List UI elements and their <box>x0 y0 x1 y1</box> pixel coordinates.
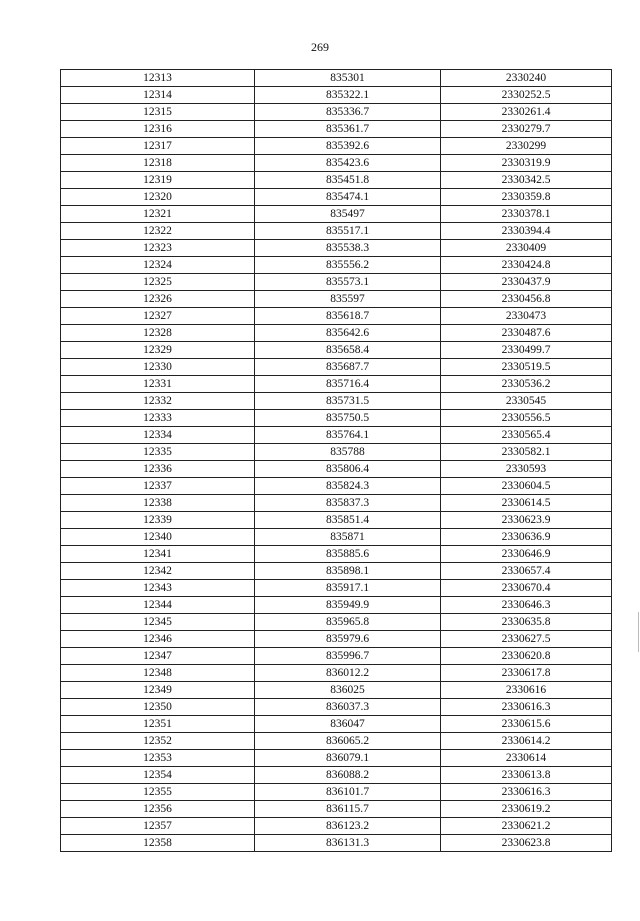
y-coordinate-cell: 2330342.5 <box>441 172 612 189</box>
point-number-cell: 12355 <box>61 784 255 801</box>
coordinates-table <box>60 69 612 852</box>
table-row <box>61 410 612 427</box>
x-coordinate-cell: 835949.9 <box>255 597 441 614</box>
x-coordinate-cell: 835898.1 <box>255 563 441 580</box>
table-row <box>61 546 612 563</box>
table-row <box>61 478 612 495</box>
x-coordinate-cell: 835806.4 <box>255 461 441 478</box>
table-row <box>61 767 612 784</box>
y-coordinate-cell: 2330617.8 <box>441 665 612 682</box>
x-coordinate-cell: 835322.1 <box>255 87 441 104</box>
point-number-cell: 12330 <box>61 359 255 376</box>
y-coordinate-cell: 2330487.6 <box>441 325 612 342</box>
x-coordinate-cell: 835788 <box>255 444 441 461</box>
x-coordinate-cell: 836025 <box>255 682 441 699</box>
table-row <box>61 461 612 478</box>
x-coordinate-cell: 836047 <box>255 716 441 733</box>
y-coordinate-cell: 2330582.1 <box>441 444 612 461</box>
point-number-cell: 12343 <box>61 580 255 597</box>
table-row <box>61 308 612 325</box>
point-number-cell: 12325 <box>61 274 255 291</box>
scan-edge-mark <box>638 612 639 652</box>
x-coordinate-cell: 835597 <box>255 291 441 308</box>
x-coordinate-cell: 835618.7 <box>255 308 441 325</box>
point-number-cell: 12341 <box>61 546 255 563</box>
x-coordinate-cell: 836037.3 <box>255 699 441 716</box>
table-row <box>61 172 612 189</box>
table-row <box>61 257 612 274</box>
x-coordinate-cell: 836065.2 <box>255 733 441 750</box>
x-coordinate-cell: 835965.8 <box>255 614 441 631</box>
y-coordinate-cell: 2330536.2 <box>441 376 612 393</box>
y-coordinate-cell: 2330279.7 <box>441 121 612 138</box>
x-coordinate-cell: 835996.7 <box>255 648 441 665</box>
x-coordinate-cell: 835687.7 <box>255 359 441 376</box>
x-coordinate-cell: 835642.6 <box>255 325 441 342</box>
point-number-cell: 12320 <box>61 189 255 206</box>
point-number-cell: 12326 <box>61 291 255 308</box>
y-coordinate-cell: 2330556.5 <box>441 410 612 427</box>
x-coordinate-cell: 835538.3 <box>255 240 441 257</box>
y-coordinate-cell: 2330670.4 <box>441 580 612 597</box>
table-row <box>61 87 612 104</box>
x-coordinate-cell: 836101.7 <box>255 784 441 801</box>
x-coordinate-cell: 836123.2 <box>255 818 441 835</box>
table-row <box>61 427 612 444</box>
point-number-cell: 12327 <box>61 308 255 325</box>
table-row <box>61 291 612 308</box>
point-number-cell: 12316 <box>61 121 255 138</box>
x-coordinate-cell: 836115.7 <box>255 801 441 818</box>
y-coordinate-cell: 2330299 <box>441 138 612 155</box>
x-coordinate-cell: 836012.2 <box>255 665 441 682</box>
point-number-cell: 12331 <box>61 376 255 393</box>
table-row <box>61 835 612 852</box>
x-coordinate-cell: 835556.2 <box>255 257 441 274</box>
y-coordinate-cell: 2330627.5 <box>441 631 612 648</box>
table-row <box>61 155 612 172</box>
y-coordinate-cell: 2330261.4 <box>441 104 612 121</box>
table-row <box>61 631 612 648</box>
point-number-cell: 12336 <box>61 461 255 478</box>
x-coordinate-cell: 835824.3 <box>255 478 441 495</box>
y-coordinate-cell: 2330437.9 <box>441 274 612 291</box>
y-coordinate-cell: 2330646.9 <box>441 546 612 563</box>
point-number-cell: 12315 <box>61 104 255 121</box>
y-coordinate-cell: 2330614.5 <box>441 495 612 512</box>
y-coordinate-cell: 2330424.8 <box>441 257 612 274</box>
x-coordinate-cell: 835885.6 <box>255 546 441 563</box>
y-coordinate-cell: 2330615.6 <box>441 716 612 733</box>
y-coordinate-cell: 2330545 <box>441 393 612 410</box>
y-coordinate-cell: 2330636.9 <box>441 529 612 546</box>
y-coordinate-cell: 2330619.2 <box>441 801 612 818</box>
coordinates-table-body <box>61 70 612 852</box>
x-coordinate-cell: 835451.8 <box>255 172 441 189</box>
x-coordinate-cell: 835336.7 <box>255 104 441 121</box>
table-row <box>61 325 612 342</box>
x-coordinate-cell: 835979.6 <box>255 631 441 648</box>
point-number-cell: 12313 <box>61 70 255 87</box>
point-number-cell: 12321 <box>61 206 255 223</box>
point-number-cell: 12333 <box>61 410 255 427</box>
y-coordinate-cell: 2330657.4 <box>441 563 612 580</box>
y-coordinate-cell: 2330499.7 <box>441 342 612 359</box>
y-coordinate-cell: 2330378.1 <box>441 206 612 223</box>
table-row <box>61 223 612 240</box>
y-coordinate-cell: 2330519.5 <box>441 359 612 376</box>
table-row <box>61 716 612 733</box>
x-coordinate-cell: 836088.2 <box>255 767 441 784</box>
point-number-cell: 12349 <box>61 682 255 699</box>
table-row <box>61 393 612 410</box>
x-coordinate-cell: 835301 <box>255 70 441 87</box>
table-row <box>61 818 612 835</box>
table-row <box>61 342 612 359</box>
y-coordinate-cell: 2330614.2 <box>441 733 612 750</box>
point-number-cell: 12345 <box>61 614 255 631</box>
point-number-cell: 12338 <box>61 495 255 512</box>
table-row <box>61 70 612 87</box>
table-row <box>61 597 612 614</box>
x-coordinate-cell: 835517.1 <box>255 223 441 240</box>
x-coordinate-cell: 835361.7 <box>255 121 441 138</box>
page-number: 269 <box>311 40 329 54</box>
y-coordinate-cell: 2330604.5 <box>441 478 612 495</box>
table-row <box>61 529 612 546</box>
point-number-cell: 12317 <box>61 138 255 155</box>
point-number-cell: 12332 <box>61 393 255 410</box>
y-coordinate-cell: 2330623.9 <box>441 512 612 529</box>
point-number-cell: 12328 <box>61 325 255 342</box>
point-number-cell: 12352 <box>61 733 255 750</box>
table-row <box>61 699 612 716</box>
y-coordinate-cell: 2330646.3 <box>441 597 612 614</box>
point-number-cell: 12340 <box>61 529 255 546</box>
y-coordinate-cell: 2330473 <box>441 308 612 325</box>
table-row <box>61 274 612 291</box>
y-coordinate-cell: 2330252.5 <box>441 87 612 104</box>
x-coordinate-cell: 835497 <box>255 206 441 223</box>
y-coordinate-cell: 2330319.9 <box>441 155 612 172</box>
point-number-cell: 12337 <box>61 478 255 495</box>
x-coordinate-cell: 836079.1 <box>255 750 441 767</box>
point-number-cell: 12357 <box>61 818 255 835</box>
point-number-cell: 12356 <box>61 801 255 818</box>
table-row <box>61 563 612 580</box>
point-number-cell: 12346 <box>61 631 255 648</box>
table-row <box>61 359 612 376</box>
point-number-cell: 12314 <box>61 87 255 104</box>
table-row <box>61 121 612 138</box>
x-coordinate-cell: 835764.1 <box>255 427 441 444</box>
table-row <box>61 495 612 512</box>
y-coordinate-cell: 2330565.4 <box>441 427 612 444</box>
y-coordinate-cell: 2330240 <box>441 70 612 87</box>
y-coordinate-cell: 2330409 <box>441 240 612 257</box>
x-coordinate-cell: 835851.4 <box>255 512 441 529</box>
y-coordinate-cell: 2330621.2 <box>441 818 612 835</box>
x-coordinate-cell: 835392.6 <box>255 138 441 155</box>
y-coordinate-cell: 2330616.3 <box>441 699 612 716</box>
x-coordinate-cell: 835750.5 <box>255 410 441 427</box>
x-coordinate-cell: 835474.1 <box>255 189 441 206</box>
y-coordinate-cell: 2330593 <box>441 461 612 478</box>
point-number-cell: 12353 <box>61 750 255 767</box>
y-coordinate-cell: 2330616.3 <box>441 784 612 801</box>
table-row <box>61 784 612 801</box>
y-coordinate-cell: 2330614 <box>441 750 612 767</box>
table-row <box>61 240 612 257</box>
point-number-cell: 12323 <box>61 240 255 257</box>
y-coordinate-cell: 2330394.4 <box>441 223 612 240</box>
point-number-cell: 12347 <box>61 648 255 665</box>
point-number-cell: 12354 <box>61 767 255 784</box>
x-coordinate-cell: 836131.3 <box>255 835 441 852</box>
point-number-cell: 12334 <box>61 427 255 444</box>
table-row <box>61 580 612 597</box>
table-row <box>61 665 612 682</box>
x-coordinate-cell: 835658.4 <box>255 342 441 359</box>
y-coordinate-cell: 2330635.8 <box>441 614 612 631</box>
y-coordinate-cell: 2330620.8 <box>441 648 612 665</box>
point-number-cell: 12322 <box>61 223 255 240</box>
table-row <box>61 206 612 223</box>
point-number-cell: 12329 <box>61 342 255 359</box>
point-number-cell: 12324 <box>61 257 255 274</box>
table-row <box>61 733 612 750</box>
table-row <box>61 189 612 206</box>
table-row <box>61 104 612 121</box>
x-coordinate-cell: 835837.3 <box>255 495 441 512</box>
point-number-cell: 12348 <box>61 665 255 682</box>
table-row <box>61 512 612 529</box>
table-row <box>61 682 612 699</box>
point-number-cell: 12339 <box>61 512 255 529</box>
point-number-cell: 12344 <box>61 597 255 614</box>
x-coordinate-cell: 835917.1 <box>255 580 441 597</box>
point-number-cell: 12318 <box>61 155 255 172</box>
point-number-cell: 12335 <box>61 444 255 461</box>
x-coordinate-cell: 835716.4 <box>255 376 441 393</box>
point-number-cell: 12351 <box>61 716 255 733</box>
y-coordinate-cell: 2330456.8 <box>441 291 612 308</box>
y-coordinate-cell: 2330623.8 <box>441 835 612 852</box>
x-coordinate-cell: 835573.1 <box>255 274 441 291</box>
table-row <box>61 138 612 155</box>
y-coordinate-cell: 2330616 <box>441 682 612 699</box>
y-coordinate-cell: 2330359.8 <box>441 189 612 206</box>
point-number-cell: 12319 <box>61 172 255 189</box>
table-row <box>61 444 612 461</box>
table-row <box>61 376 612 393</box>
point-number-cell: 12350 <box>61 699 255 716</box>
point-number-cell: 12358 <box>61 835 255 852</box>
point-number-cell: 12342 <box>61 563 255 580</box>
table-row <box>61 648 612 665</box>
y-coordinate-cell: 2330613.8 <box>441 767 612 784</box>
table-row <box>61 614 612 631</box>
x-coordinate-cell: 835423.6 <box>255 155 441 172</box>
x-coordinate-cell: 835731.5 <box>255 393 441 410</box>
x-coordinate-cell: 835871 <box>255 529 441 546</box>
table-row <box>61 750 612 767</box>
table-row <box>61 801 612 818</box>
